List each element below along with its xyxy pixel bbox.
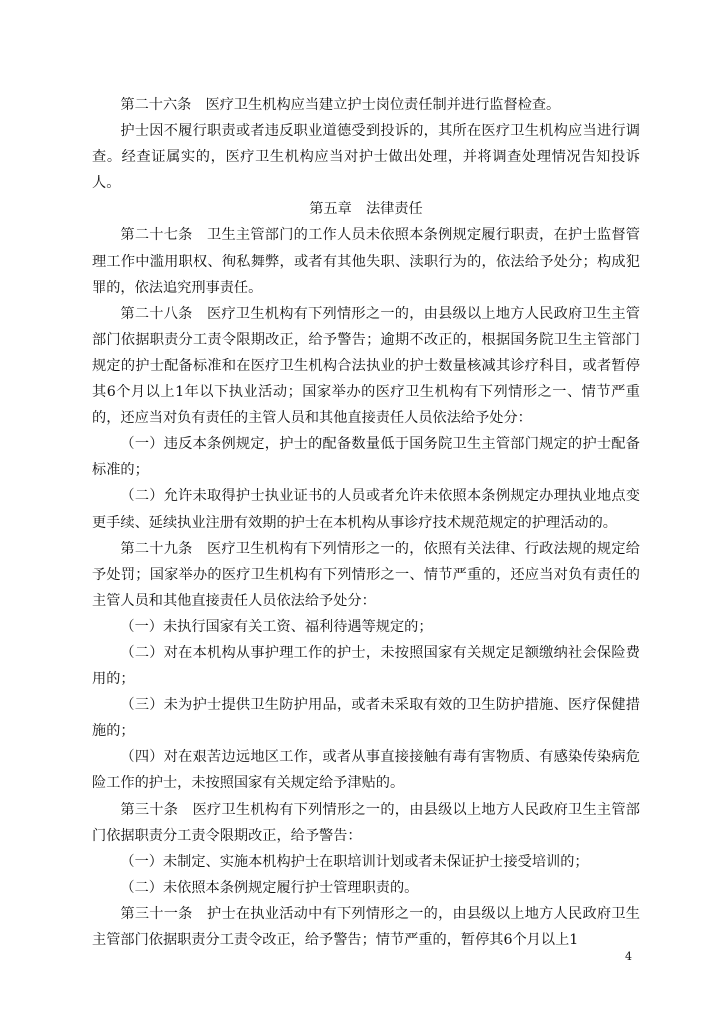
article-29-item-3: （三）未为护士提供卫生防护用品，或者未采取有效的卫生防护措施、医疗保健措施的；: [92, 697, 640, 740]
article-29-item-1: （一）未执行国家有关工资、福利待遇等规定的；: [120, 618, 433, 635]
article-29-item-4: （四）对在艰苦边远地区工作，或者从事直接接触有毒有害物质、有感染传染病危险工作的护士，未按照国家有关规定给予津贴的。: [92, 749, 640, 792]
article-26-complaint: 护士因不履行职责或者违反职业道德受到投诉的，其所在医疗卫生机构应当进行调查。经查证属实的，医疗卫生机构应当对护士做出处理，并将调查处理情况告知投诉人。: [92, 123, 640, 192]
article-30-item-2: （二）未依照本条例规定履行护士管理职责的。: [120, 879, 419, 896]
article-30-item-1: （一）未制定、实施本机构护士在职培训计划或者未保证护士接受培训的；: [120, 853, 589, 870]
document-body: [92, 92, 640, 953]
article-31: 第三十一条 护士在执业活动中有下列情形之一的，由县级以上地方人民政府卫生主管部门依据职责分工责令改正，给予警告；情节严重的，暂停其6个月以上1: [92, 905, 640, 948]
article-28-item-1: （一）违反本条例规定，护士的配备数量低于国务院卫生主管部门规定的护士配备标准的；: [92, 436, 640, 479]
chapter-title: 第五章 法律责任: [309, 201, 423, 218]
article-27: 第二十七条 卫生主管部门的工作人员未依照本条例规定履行职责，在护士监督管理工作中滥用职权、徇私舞弊，或者有其他失职、渎职行为的，依法给予处分；构成犯罪的，依法追究刑事责任。: [92, 227, 640, 296]
article-28: 第二十八条 医疗卫生机构有下列情形之一的，由县级以上地方人民政府卫生主管部门依据职责分工责令限期改正，给予警告；逾期不改正的，根据国务院卫生主管部门规定的护士配备标准和在医疗卫生机构合法执业的护士数量核减其诊疗科目，或者暂停其6个月以上1年以下执业活动；国家举办的医疗卫生机构有下列情形之一、情节严重的，还应当对负有责任的主管人员和其他直接责任人员依法给予处分：: [92, 305, 640, 427]
article-26: 第二十六条 医疗卫生机构应当建立护士岗位责任制并进行监督检查。: [120, 97, 561, 113]
article-29: 第二十九条 医疗卫生机构有下列情形之一的，依照有关法律、行政法规的规定给予处罚；国家举办的医疗卫生机构有下列情形之一、情节严重的，还应当对负有责任的主管人员和其他直接责任人员依法给予处分：: [92, 540, 640, 609]
article-28-item-2: （二）允许未取得护士执业证书的人员或者允许未依照本条例规定办理执业地点变更手续、延续执业注册有效期的护士在本机构从事诊疗技术规范规定的护理活动的。: [92, 488, 640, 531]
article-30: 第三十条 医疗卫生机构有下列情形之一的，由县级以上地方人民政府卫生主管部门依据职责分工责令限期改正，给予警告：: [92, 801, 640, 844]
page-number: 4: [625, 950, 632, 963]
article-29-item-2: （二）对在本机构从事护理工作的护士，未按照国家有关规定足额缴纳社会保险费用的；: [92, 644, 640, 688]
